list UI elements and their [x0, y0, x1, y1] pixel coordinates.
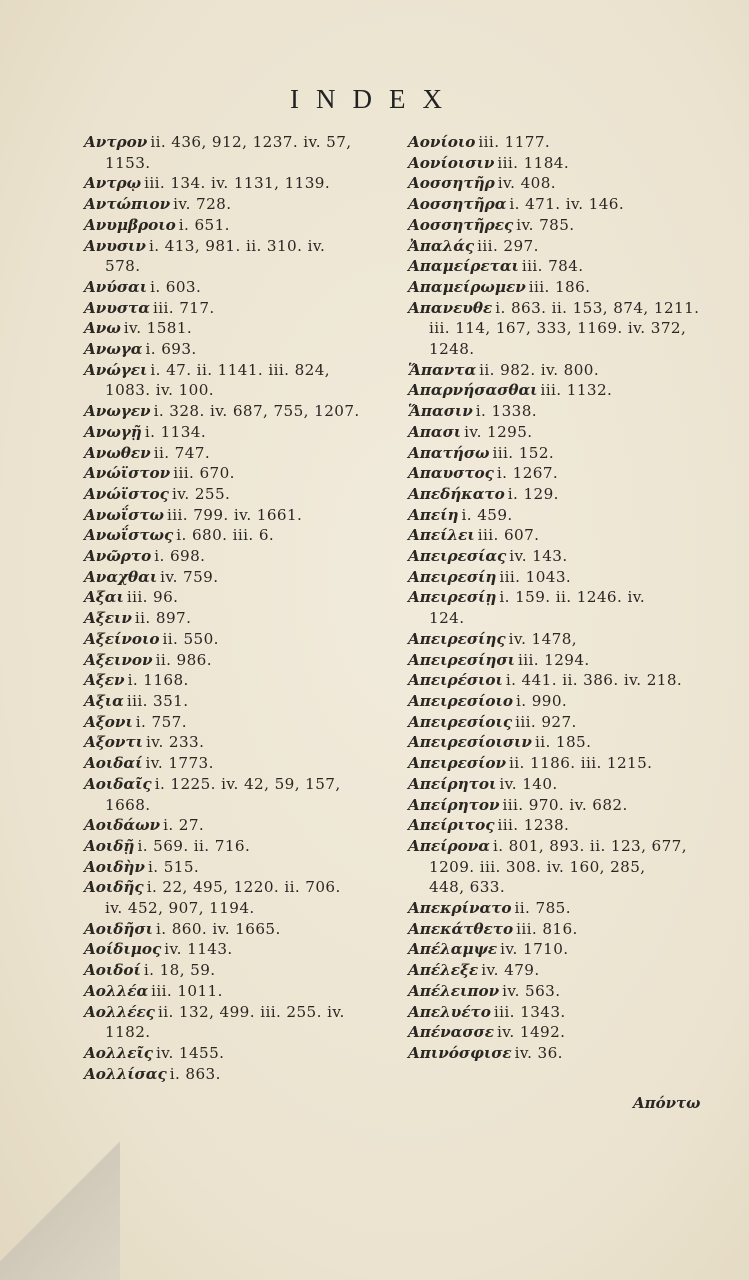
- index-entry: [84, 401, 384, 422]
- entry-references: iii. 1043.: [499, 567, 572, 586]
- index-entry: [84, 1064, 384, 1085]
- entry-references: iv. 563.: [502, 981, 561, 1000]
- entry-headword: Αοιδαί: [84, 754, 143, 773]
- index-entry: [408, 960, 700, 981]
- entry-references: iii. 297.: [477, 236, 539, 255]
- index-entry: [84, 546, 384, 567]
- index-entry: [408, 712, 700, 733]
- index-entry: [84, 836, 384, 857]
- entry-headword: Ἅπαντα: [408, 360, 477, 379]
- index-entry: [408, 608, 700, 629]
- index-entry: [84, 919, 384, 940]
- entry-references: iv. 140.: [499, 774, 558, 793]
- index-entry: [408, 360, 700, 381]
- index-entry: [84, 732, 384, 753]
- entry-headword: Απελυέτο: [408, 1002, 491, 1021]
- entry-references: 1248.: [429, 340, 475, 359]
- index-entry: [408, 422, 700, 443]
- entry-references: ii. 1186. iii. 1215.: [509, 754, 653, 773]
- entry-headword: Απείριτος: [408, 816, 495, 835]
- entry-references: iv. 1581.: [123, 319, 193, 338]
- entry-headword: Αονίοισιν: [408, 153, 495, 172]
- entry-headword: Ανω: [84, 319, 121, 338]
- entry-references: i. 328. iv. 687, 755, 1207.: [153, 402, 360, 421]
- entry-references: iv. 1478,: [508, 629, 578, 648]
- entry-headword: Ανυσιν: [84, 236, 146, 255]
- entry-references: i. 441. ii. 386. iv. 218.: [505, 671, 683, 690]
- entry-headword: Αολλεῖς: [84, 1043, 154, 1062]
- entry-headword: Απειρεσίοιο: [408, 691, 513, 710]
- entry-references: iii. 351.: [126, 691, 189, 710]
- entry-headword: Αοιδαῖς: [84, 774, 152, 793]
- index-entry: [408, 277, 700, 298]
- entry-headword: Αντρον: [84, 133, 148, 151]
- entry-headword: Αοιδῆς: [84, 878, 144, 897]
- index-entry: [84, 608, 384, 629]
- index-entry: [408, 318, 700, 339]
- entry-references: iii. 1184.: [497, 153, 570, 172]
- entry-references: i. 693.: [145, 340, 197, 359]
- index-entry: [84, 318, 384, 339]
- catchword: Απόντω: [633, 1094, 701, 1112]
- entry-references: iii. 1238.: [497, 816, 570, 835]
- entry-references: iii. 1011.: [151, 981, 223, 1000]
- entry-headword: Απείλει: [408, 526, 475, 545]
- entry-headword: Απειρεσίη: [408, 567, 497, 586]
- index-entry: [84, 194, 384, 215]
- entry-references: iii. 134. iv. 1131, 1139.: [144, 174, 331, 193]
- entry-references: iv. 143.: [509, 547, 568, 566]
- index-entry: [408, 939, 700, 960]
- entry-headword: Απειρεσίοισιν: [408, 733, 532, 752]
- index-entry: [408, 919, 700, 940]
- index-entry: [84, 670, 384, 691]
- index-entry: [84, 1043, 384, 1064]
- entry-references: iv. 233.: [146, 733, 205, 752]
- index-entry: [408, 546, 700, 567]
- entry-references: i. 159. ii. 1246. iv.: [499, 588, 646, 607]
- entry-headword: Αοιδοί: [84, 961, 141, 980]
- index-entry: [408, 484, 700, 505]
- index-entry: [84, 691, 384, 712]
- index-entry: [84, 339, 384, 360]
- entry-headword: Αοιδάων: [84, 816, 161, 835]
- index-entry: [408, 236, 700, 257]
- index-entry: [408, 795, 700, 816]
- entry-headword: Αξειν: [84, 609, 132, 628]
- entry-headword: Αοσσητῆρα: [408, 195, 507, 214]
- entry-headword: Ανωΐστως: [84, 526, 174, 545]
- index-entry: [408, 629, 700, 650]
- entry-headword: Αοίδιμος: [84, 940, 162, 959]
- entry-references: i. 698.: [154, 547, 206, 566]
- entry-references: i. 801, 893. ii. 123, 677,: [492, 836, 687, 855]
- entry-headword: Απειρέσιοι: [408, 671, 503, 690]
- index-entry: [84, 463, 384, 484]
- index-entry: [84, 774, 384, 795]
- entry-headword: Απείρητον: [408, 795, 500, 814]
- entry-headword: Απειρεσίον: [408, 754, 507, 773]
- index-entry: [84, 505, 384, 526]
- entry-headword: Αονίοιο: [408, 133, 476, 151]
- entry-references: i. 1338.: [475, 402, 537, 421]
- index-entry: [84, 236, 384, 257]
- entry-headword: Ανωθεν: [84, 443, 151, 462]
- entry-references: i. 413, 981. ii. 310. iv.: [148, 236, 326, 255]
- index-entry: [84, 712, 384, 733]
- entry-headword: Απινόσφισε: [408, 1043, 512, 1062]
- entry-headword: Απασι: [408, 422, 462, 441]
- entry-headword: Αξαι: [84, 588, 124, 607]
- entry-headword: Απειρεσίῃ: [408, 588, 497, 607]
- index-entry: [84, 360, 384, 381]
- index-entry: [408, 1002, 700, 1023]
- index-entry: [408, 525, 700, 546]
- entry-headword: Απανευθε: [408, 298, 493, 317]
- index-entry: [84, 484, 384, 505]
- index-entry: [84, 380, 384, 401]
- entry-references: iv. 1455.: [156, 1043, 225, 1062]
- entry-references: i. 1168.: [127, 671, 189, 690]
- entry-references: iii. 970. iv. 682.: [502, 795, 628, 814]
- index-entry: [408, 298, 700, 319]
- entry-references: i. 990.: [515, 691, 568, 710]
- entry-headword: Απεδήκατο: [408, 484, 505, 503]
- index-entry: [408, 587, 700, 608]
- index-entry: [408, 691, 700, 712]
- entry-references: iv. 1710.: [500, 940, 569, 959]
- entry-headword: Αολλίσας: [84, 1064, 167, 1083]
- index-entry: [408, 836, 700, 857]
- index-entry: [408, 898, 700, 919]
- index-entry: [408, 173, 700, 194]
- entry-headword: Αολλέες: [84, 1002, 155, 1021]
- entry-headword: Αξονι: [84, 712, 133, 731]
- index-entry: [84, 525, 384, 546]
- index-entry: [84, 298, 384, 319]
- entry-references: iii. 1294.: [517, 650, 590, 669]
- entry-references: 124.: [429, 609, 465, 628]
- entry-references: i. 459.: [461, 505, 513, 524]
- index-entry: [408, 463, 700, 484]
- entry-headword: Αοιδῇ: [84, 836, 135, 855]
- entry-references: iv. 479.: [481, 961, 540, 980]
- index-entry: [84, 898, 384, 919]
- index-entry: [408, 153, 700, 174]
- entry-headword: Αξεινον: [84, 650, 153, 669]
- entry-headword: Αοσσητῆρες: [408, 215, 514, 234]
- entry-references: 1209. iii. 308. iv. 160, 285,: [429, 857, 646, 876]
- entry-references: i. 18, 59.: [143, 961, 216, 980]
- entry-references: iii. 1343.: [493, 1002, 566, 1021]
- entry-references: iii. 927.: [515, 712, 577, 731]
- index-entry: [408, 132, 700, 153]
- entry-references: iii. 717.: [152, 298, 215, 317]
- index-entry: [408, 650, 700, 671]
- entry-references: 578.: [105, 257, 141, 276]
- entry-headword: Απείρονα: [408, 836, 490, 855]
- entry-references: ii. 132, 499. iii. 255. iv.: [157, 1002, 345, 1021]
- index-entry: [84, 256, 384, 277]
- index-entry: [84, 443, 384, 464]
- entry-headword: Απέλαμψε: [408, 940, 498, 959]
- entry-references: iv. 759.: [160, 567, 219, 586]
- entry-headword: Ανώγει: [84, 360, 148, 379]
- entry-headword: Αναχθαι: [84, 567, 158, 586]
- entry-headword: Ανωγῇ: [84, 422, 142, 441]
- entry-headword: Αξια: [84, 691, 124, 710]
- index-entry: [84, 422, 384, 443]
- entry-headword: Ανωγα: [84, 340, 143, 359]
- index-entry: [84, 753, 384, 774]
- entry-references: iii. 607.: [477, 526, 540, 545]
- index-entry: [408, 194, 700, 215]
- entry-headword: Αοσσητῆρ: [408, 174, 495, 193]
- entry-references: ii. 747.: [153, 443, 211, 462]
- index-entry: [408, 567, 700, 588]
- entry-headword: Αξοντι: [84, 733, 144, 752]
- entry-headword: Ανωγεν: [84, 402, 151, 421]
- index-entry: [84, 815, 384, 836]
- entry-references: iv. 1492.: [497, 1023, 566, 1042]
- entry-references: i. 515.: [147, 857, 200, 876]
- index-entry: [84, 795, 384, 816]
- index-entry: [408, 774, 700, 795]
- entry-references: iv. 728.: [173, 195, 232, 214]
- entry-references: iv. 408.: [497, 174, 557, 193]
- index-entry: [408, 401, 700, 422]
- entry-headword: Απείρητοι: [408, 774, 497, 793]
- entry-headword: Ανύσαι: [84, 277, 148, 296]
- index-entry: [408, 1022, 700, 1043]
- entry-headword: Αολλέα: [84, 981, 149, 1000]
- entry-references: iv. 1295.: [464, 422, 533, 441]
- entry-references: i. 757.: [135, 712, 187, 731]
- entry-references: i. 1134.: [144, 422, 207, 441]
- index-entry: [84, 1002, 384, 1023]
- entry-headword: Αοιδῆσι: [84, 919, 153, 938]
- entry-references: i. 471. iv. 146.: [509, 195, 625, 214]
- entry-headword: Απαμείρωμεν: [408, 277, 526, 296]
- entry-references: iii. 1177.: [478, 133, 551, 151]
- index-entry: [84, 132, 384, 153]
- entry-references: i. 22, 495, 1220. ii. 706.: [146, 878, 341, 897]
- entry-references: i. 860. iv. 1665.: [155, 919, 281, 938]
- entry-references: iii. 784.: [521, 257, 584, 276]
- entry-headword: Απειρεσίης: [408, 629, 506, 648]
- entry-references: ii. 185.: [534, 733, 592, 752]
- index-column-left: [84, 132, 384, 1084]
- entry-references: i. 569. ii. 716.: [137, 836, 251, 855]
- index-entry: [84, 277, 384, 298]
- index-entry: [84, 153, 384, 174]
- entry-references: ii. 897.: [134, 609, 192, 628]
- entry-headword: Ἅπασιν: [408, 402, 473, 421]
- entry-headword: Ανυμβροιο: [84, 215, 176, 234]
- entry-references: ii. 982. iv. 800.: [479, 360, 600, 379]
- entry-headword: Απατήσω: [408, 443, 490, 462]
- index-entry: [84, 173, 384, 194]
- index-entry: [408, 877, 700, 898]
- entry-references: i. 1225. iv. 42, 59, 157,: [154, 774, 341, 793]
- entry-headword: Αοιδὴν: [84, 857, 145, 876]
- entry-references: ii. 986.: [155, 650, 212, 669]
- index-entry: [84, 1022, 384, 1043]
- index-entry: [408, 981, 700, 1002]
- entry-references: 1153.: [105, 153, 151, 172]
- folded-page-corner: [0, 1120, 120, 1280]
- entry-references: ii. 785.: [514, 899, 571, 918]
- entry-references: i. 863.: [169, 1064, 221, 1083]
- entry-references: 1182.: [105, 1023, 151, 1042]
- index-entry: [408, 380, 700, 401]
- index-entry: [84, 567, 384, 588]
- index-entry: [408, 505, 700, 526]
- index-entry: [84, 960, 384, 981]
- entry-references: i. 1267.: [496, 464, 559, 483]
- entry-headword: Απαμείρεται: [408, 257, 519, 276]
- entry-references: i. 680. iii. 6.: [176, 526, 275, 545]
- entry-references: iii. 670.: [173, 464, 235, 483]
- index-entry: [84, 629, 384, 650]
- entry-headword: Απένασσε: [408, 1023, 494, 1042]
- index-entry: [408, 753, 700, 774]
- entry-references: ii. 550.: [162, 629, 219, 648]
- entry-headword: Απείη: [408, 505, 459, 524]
- entry-references: iii. 186.: [528, 277, 591, 296]
- entry-references: i. 47. ii. 1141. iii. 824,: [150, 360, 331, 379]
- index-entry: [84, 877, 384, 898]
- entry-headword: Απειρεσίοις: [408, 712, 513, 731]
- index-entry: [408, 215, 700, 236]
- entry-headword: Απειρεσίησι: [408, 650, 515, 669]
- index-entry: [408, 732, 700, 753]
- page-title: INDEX: [290, 84, 459, 114]
- index-entry: [408, 256, 700, 277]
- entry-references: i. 651.: [178, 215, 230, 234]
- index-entry: [84, 650, 384, 671]
- index-entry: [84, 215, 384, 236]
- entry-headword: Ανώϊστον: [84, 464, 171, 483]
- index-entry: [84, 857, 384, 878]
- entry-headword: Απαυστος: [408, 464, 494, 483]
- entry-references: iv. 785.: [516, 215, 575, 234]
- entry-headword: Ἀπαλάς: [408, 236, 475, 255]
- entry-references: iii. 114, 167, 333, 1169. iv. 372,: [429, 319, 687, 338]
- entry-references: i. 863. ii. 153, 874, 1211.: [495, 298, 700, 317]
- entry-headword: Απαρνήσασθαι: [408, 381, 538, 400]
- entry-references: iii. 152.: [492, 443, 555, 462]
- entry-references: iii. 799. iv. 1661.: [167, 505, 303, 524]
- entry-references: i. 27.: [163, 816, 205, 835]
- entry-headword: Ανῶρτο: [84, 547, 152, 566]
- index-entry: [408, 815, 700, 836]
- entry-headword: Ανωΐστω: [84, 505, 165, 524]
- entry-references: iii. 816.: [516, 919, 578, 938]
- entry-references: ii. 436, 912, 1237. iv. 57,: [150, 133, 352, 151]
- entry-references: iv. 1773.: [145, 754, 214, 773]
- index-entry: [84, 587, 384, 608]
- entry-references: iv. 1143.: [164, 940, 233, 959]
- entry-headword: Αντρῳ: [84, 174, 142, 193]
- entry-headword: Απέλειπον: [408, 981, 500, 1000]
- entry-references: iii. 96.: [126, 588, 179, 607]
- index-entry: [84, 939, 384, 960]
- entry-headword: Αντώπιον: [84, 195, 171, 214]
- entry-headword: Αξεν: [84, 671, 125, 690]
- entry-headword: Απέλεξε: [408, 961, 479, 980]
- entry-headword: Απεκρίνατο: [408, 899, 512, 918]
- entry-headword: Ανώϊστος: [84, 484, 169, 503]
- entry-references: iv. 452, 907, 1194.: [105, 899, 255, 918]
- entry-headword: Απειρεσίας: [408, 547, 507, 566]
- index-entry: [408, 670, 700, 691]
- entry-headword: Ανυστα: [84, 298, 150, 317]
- entry-references: 448, 633.: [429, 878, 506, 897]
- index-entry: [408, 857, 700, 878]
- index-entry: [84, 981, 384, 1002]
- entry-headword: Απεκάτθετο: [408, 919, 514, 938]
- entry-references: 1083. iv. 100.: [105, 381, 215, 400]
- index-column-right: [408, 132, 700, 1064]
- entry-references: i. 603.: [150, 277, 202, 296]
- entry-references: i. 129.: [507, 484, 559, 503]
- index-entry: [408, 443, 700, 464]
- entry-headword: Αξείνοιο: [84, 629, 160, 648]
- entry-references: 1668.: [105, 795, 151, 814]
- entry-references: iv. 255.: [171, 484, 231, 503]
- index-entry: [408, 339, 700, 360]
- index-entry: [408, 1043, 700, 1064]
- entry-references: iv. 36.: [514, 1043, 563, 1062]
- entry-references: iii. 1132.: [540, 381, 613, 400]
